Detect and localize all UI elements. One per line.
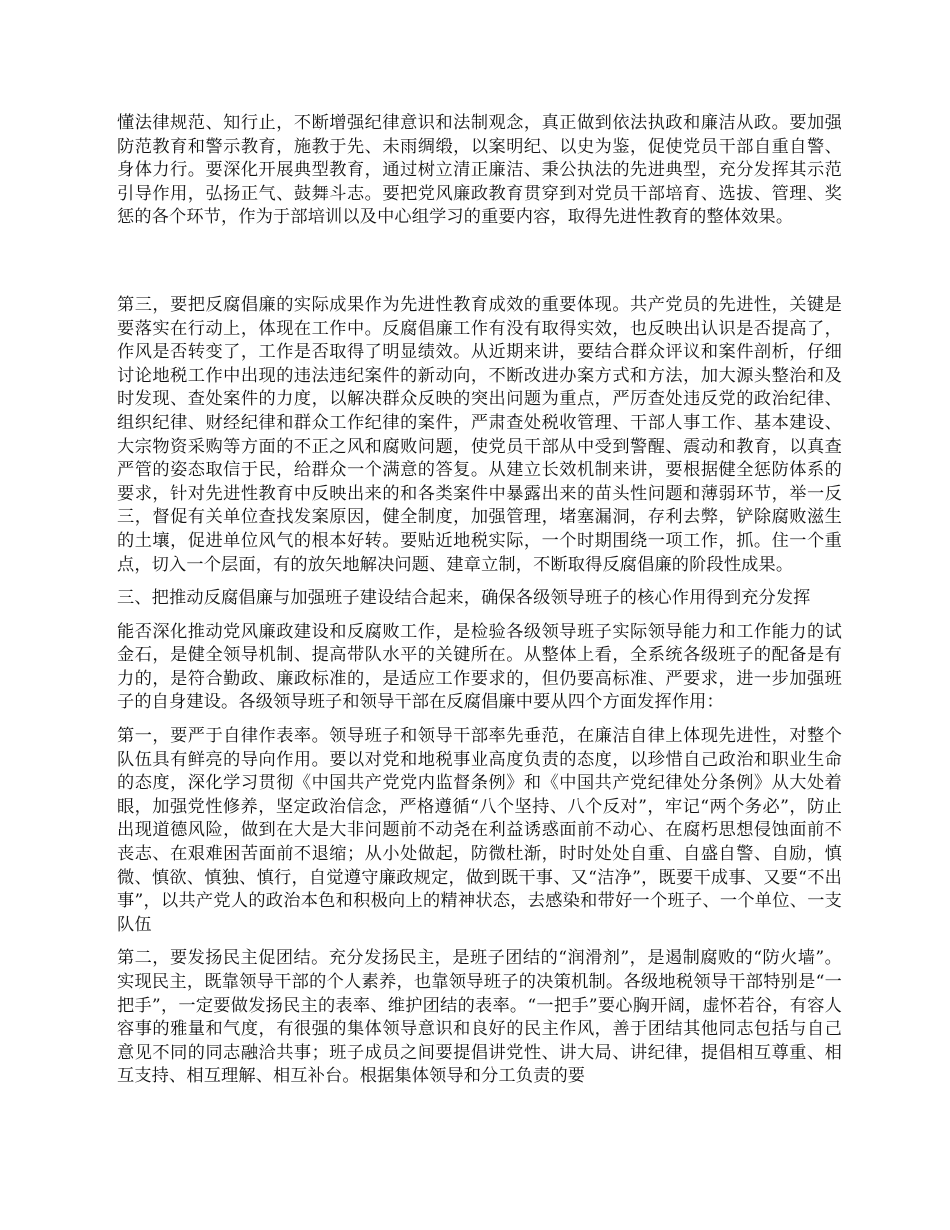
paragraph-point-two-democracy: 第二，要发扬民主促团结。充分发扬民主，是班子团结的“润滑剂”，是遏制腐败的“防火墙”。实现民主，既靠领导干部的个人素养，也靠领导班子的决策机制。各级地税领导干部特别是“一把手”，一定要做发扬民主的表率、维护团结的表率。“一把手”要心胸开阔，虚怀若谷，有容人容事的雅量和气度，有很强的集体领导意识和良好的民主作风，善于团结其他同志包括与自己意见不同的同志融洽共事；班子成员之间要提倡讲党性、讲大局、讲纪律，提倡相互尊重、相互支持、相互理解、相互补台。根据集体领导和分工负责的要 xyxy=(117,948,842,1087)
paragraph-point-three: 第三，要把反腐倡廉的实际成果作为先进性教育成效的重要体现。共产党员的先进性，关键是要落实在行动上，体现在工作中。反腐倡廉工作有没有取得实效，也反映出认识是否提高了，作风是否转变了，工作是否取得了明显绩效。从近期来讲，要结合群众评议和案件剖析，仔细讨论地税工作中出现的违法违纪案件的新动向，不断改进办案方式和方法，加大源头整治和及时发现、查处案件的力度，以解决群众反映的突出问题为重点，严厉查处违反党的政治纪律、组织纪律、财经纪律和群众工作纪律的案件，严肃查处税收管理、干部人事工作、基本建设、大宗物资采购等方面的不正之风和腐败问题，使党员干部从中受到警醒、震动和教育，以真查严管的姿态取信于民，给群众一个满意的答复。从建立长效机制来讲，要根据健全惩防体系的要求，针对先进性教育中反映出来的和各类案件中暴露出来的苗头性问题和薄弱环节，举一反三，督促有关单位查找发案原因，健全制度，加强管理，堵塞漏洞，存利去弊，铲除腐败滋生的土壤，促进单位风气的根本好转。要贴近地税实际，一个时期围绕一项工作，抓。住一个重点，切入一个层面，有的放矢地解决问题、建章立制，不断取得反腐倡廉的阶段性成果。 xyxy=(117,294,842,575)
paragraph-gap xyxy=(117,937,842,947)
paragraph-gap xyxy=(117,611,842,621)
paragraph-gap xyxy=(117,230,842,294)
paragraph-gap xyxy=(117,577,842,587)
document-page xyxy=(117,112,842,1089)
paragraph-gap xyxy=(117,715,842,725)
paragraph-education-continuation: 懂法律规范、知行止，不断增强纪律意识和法制观念，真正做到依法执政和廉洁从政。要加强防范教育和警示教育，施教于先、未雨绸缎，以案明纪、以史为鉴，促使党员干部自重自警、身体力行。要深化开展典型教育，通过树立清正廉洁、秉公执法的先进典型，充分发挥其示范引导作用，弘扬正气、鼓舞斗志。要把党风廉政教育贯穿到对党员干部培育、选拔、管理、奖惩的各个环节，作为于部培训以及中心组学习的重要内容，取得先进性教育的整体效果。 xyxy=(117,113,842,228)
paragraph-point-one-self-discipline: 第一，要严于自律作表率。领导班子和领导干部率先垂范，在廉洁自律上体现先进性，对整个队伍具有鲜亮的导向作用。要以对党和地税事业高度负责的态度，以珍惜自己政治和职业生命的态度，深化学习贯彻《中国共产党党内监督条例》和《中国共产党纪律处分条例》从大处着眼，加强党性修养，坚定政治信念，严格遵循“八个坚持、八个反对”，牢记“两个务必”，防止出现道德风险，做到在大是大非问题前不动尧在利益诱惑面前不动心、在腐朽思想侵蚀面前不丧志、在艰难困苦面前不退缩；从小处做起，防微杜渐，时时处处自重、自盛自警、自励，慎微、慎欲、慎独、慎行，自觉遵守廉政规定，做到既干事、又“洁净”，既要干成事、又要“不出事”，以共产党人的政治本色和积极向上的精神状态，去感染和带好一个班子、一个单位、一支队伍 xyxy=(117,726,842,935)
paragraph-section-intro: 能否深化推动党风廉政建设和反腐败工作，是检验各级领导班子实际领导能力和工作能力的试金石，是健全领导机制、提高带队水平的关键所在。从整体上看，全系统各级班子的配备是有力的，是符合勤政、廉政标准的，是适应工作要求的，但仍要高标准、严要求，进一步加强班子的自身建设。各级领导班子和领导干部在反腐倡廉中要从四个方面发挥作用： xyxy=(117,621,842,713)
section-heading-three: 三、把推动反腐倡廉与加强班子建设结合起来，确保各级领导班子的核心作用得到充分发挥 xyxy=(117,588,811,609)
